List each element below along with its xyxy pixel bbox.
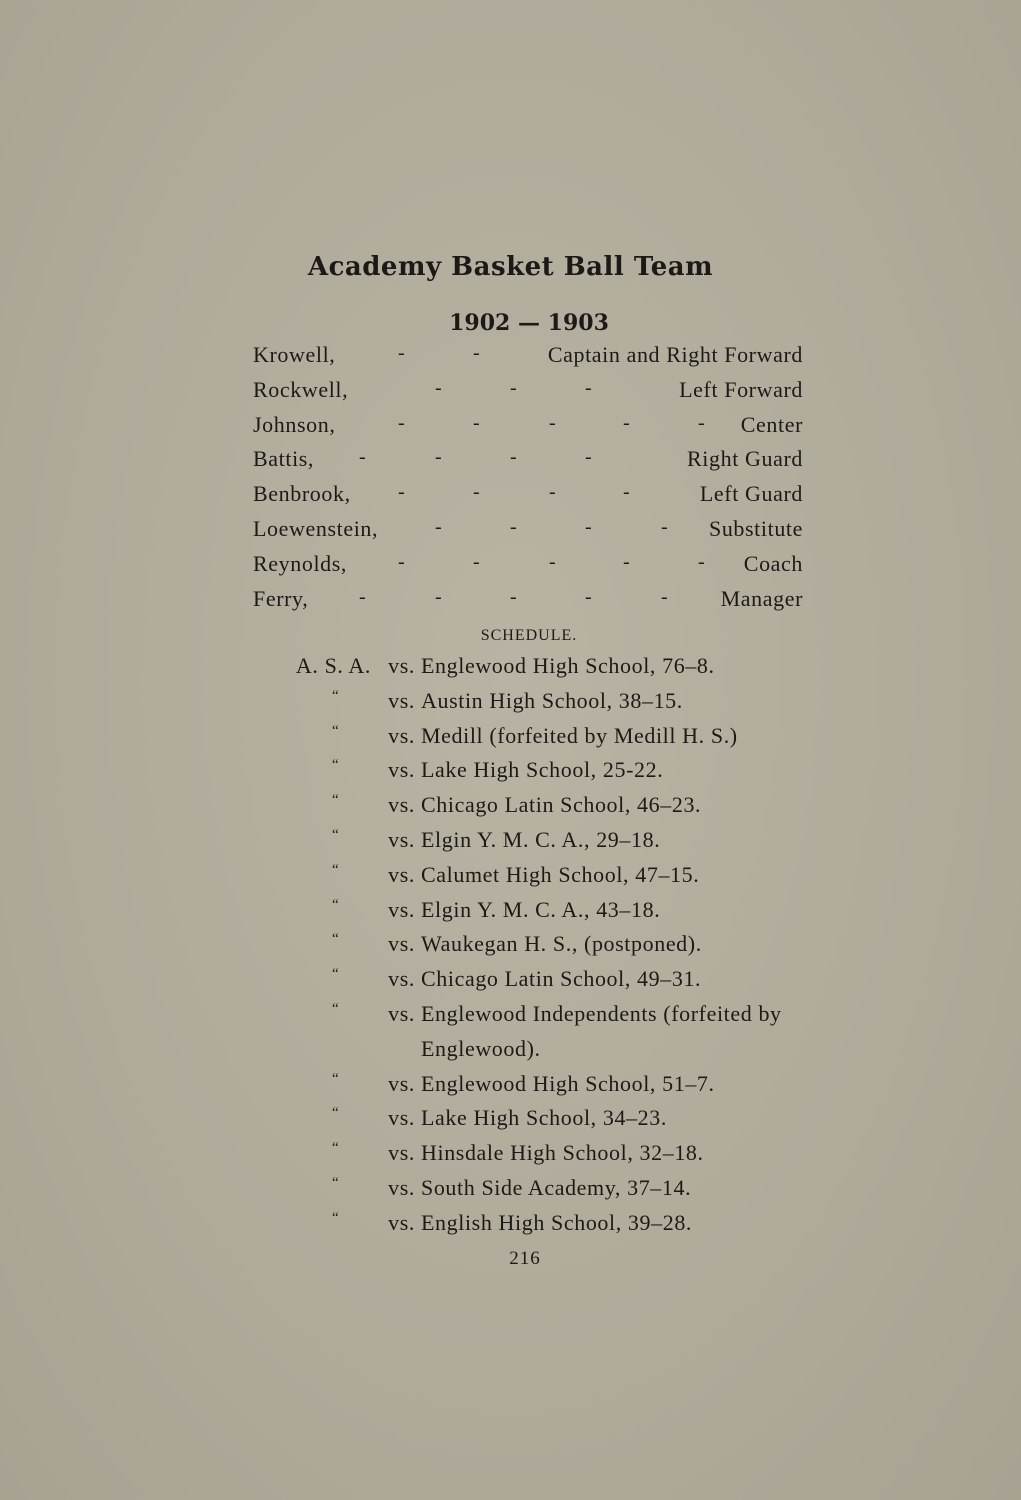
vs-label: vs. <box>388 966 415 992</box>
game-result: Chicago Latin School, 46–23. <box>421 792 702 818</box>
vs-label: vs. <box>388 931 415 957</box>
vs-label: vs. <box>388 757 415 783</box>
leader-dash: - <box>473 342 481 364</box>
game-result: Englewood High School, 51–7. <box>421 1070 715 1096</box>
leader-dash: - <box>585 446 593 469</box>
roster-list <box>253 342 803 620</box>
player-position: Captain and Right Forward <box>547 342 803 367</box>
leader-dash: - <box>398 342 406 364</box>
vs-label: vs. <box>388 653 415 678</box>
ditto-mark: “ <box>332 931 340 948</box>
leader-dash: - <box>510 515 518 538</box>
roster-row <box>253 551 803 586</box>
roster-row <box>253 412 803 447</box>
game-result: Calumet High School, 47–15. <box>421 861 700 887</box>
game-row <box>0 1210 1021 1245</box>
leader-dash: - <box>435 376 443 399</box>
game-row <box>0 827 1021 862</box>
ditto-mark: “ <box>332 792 340 809</box>
player-name: Loewenstein, <box>253 515 379 541</box>
team-abbr: A. S. A. <box>295 653 371 678</box>
leader-dash: - <box>661 585 669 608</box>
roster-row <box>253 481 803 516</box>
game-row-continuation <box>0 1036 1021 1071</box>
game-result: Waukegan H. S., (postponed). <box>421 931 702 957</box>
player-name: Reynolds, <box>253 550 348 576</box>
player-name: Ferry, <box>253 585 309 611</box>
leader-dash: - <box>623 481 631 504</box>
game-row <box>0 723 1021 758</box>
roster-row <box>253 586 803 621</box>
game-result: Elgin Y. M. C. A., 29–18. <box>421 826 661 852</box>
roster-row <box>253 342 803 377</box>
vs-label: vs. <box>388 792 415 818</box>
vs-label: vs. <box>388 1140 415 1166</box>
page-number: 216 <box>509 1248 541 1269</box>
vs-label: vs. <box>388 826 415 852</box>
game-row <box>0 931 1021 966</box>
ditto-mark: “ <box>332 1140 340 1157</box>
player-name: Battis, <box>253 446 315 472</box>
page-title: Academy Basket Ball Team <box>307 252 714 282</box>
leader-dash: - <box>661 515 669 538</box>
leader-dash: - <box>398 411 406 434</box>
game-row <box>0 757 1021 792</box>
leader-dash: - <box>435 515 443 538</box>
leader-dash: - <box>585 585 593 608</box>
player-name: Rockwell, <box>253 376 349 402</box>
schedule-list <box>0 653 1021 1245</box>
game-result: Chicago Latin School, 49–31. <box>421 966 702 992</box>
vs-label: vs. <box>388 1105 415 1131</box>
vs-label: vs. <box>388 861 415 887</box>
ditto-mark: “ <box>332 1209 340 1226</box>
leader-dash: - <box>473 481 481 504</box>
game-result: South Side Academy, 37–14. <box>421 1174 692 1200</box>
game-row <box>0 966 1021 1001</box>
game-row <box>0 792 1021 827</box>
game-result-continuation: Englewood). <box>421 1035 541 1061</box>
leader-dash: - <box>473 550 481 573</box>
ditto-mark: “ <box>332 757 340 774</box>
vs-label: vs. <box>388 1174 415 1200</box>
game-row <box>0 1140 1021 1175</box>
game-result: Lake High School, 25-22. <box>421 757 664 783</box>
leader-dash: - <box>435 585 443 608</box>
game-row <box>0 1105 1021 1140</box>
ditto-mark: “ <box>332 896 340 913</box>
game-row <box>0 688 1021 723</box>
vs-label: vs. <box>388 896 415 922</box>
leader-dash: - <box>435 446 443 469</box>
ditto-mark: “ <box>332 826 340 843</box>
player-name: Johnson, <box>253 411 336 437</box>
game-result: Lake High School, 34–23. <box>421 1105 667 1131</box>
leader-dash: - <box>398 481 406 504</box>
leader-dash: - <box>623 550 631 573</box>
vs-label: vs. <box>388 1000 415 1026</box>
game-result: Medill (forfeited by Medill H. S.) <box>421 722 738 748</box>
leader-dash: - <box>549 550 557 573</box>
leader-dash: - <box>510 376 518 399</box>
player-position: Center <box>740 411 803 437</box>
game-row <box>0 1001 1021 1036</box>
leader-dash: - <box>473 411 481 434</box>
vs-label: vs. <box>388 722 415 748</box>
leader-dash: - <box>398 550 406 573</box>
game-result: Elgin Y. M. C. A., 43–18. <box>421 896 661 922</box>
vs-label: vs. <box>388 1209 415 1235</box>
leader-dash: - <box>698 550 706 573</box>
game-result: Englewood High School, 76–8. <box>421 653 715 678</box>
leader-dash: - <box>359 446 367 469</box>
roster-row <box>253 377 803 412</box>
leader-dash: - <box>585 515 593 538</box>
game-row <box>0 1071 1021 1106</box>
player-position: Right Guard <box>687 446 803 472</box>
ditto-mark: “ <box>332 722 340 739</box>
roster-row <box>253 516 803 551</box>
game-row <box>0 897 1021 932</box>
player-name: Krowell, <box>253 342 336 367</box>
ditto-mark: “ <box>332 687 340 704</box>
schedule-heading: SCHEDULE. <box>480 627 578 644</box>
game-row <box>0 1175 1021 1210</box>
game-result: Hinsdale High School, 32–18. <box>421 1140 704 1166</box>
player-position: Manager <box>720 585 803 611</box>
ditto-mark: “ <box>332 1105 340 1122</box>
vs-label: vs. <box>388 687 415 713</box>
leader-dash: - <box>359 585 367 608</box>
vs-label: vs. <box>388 1070 415 1096</box>
leader-dash: - <box>623 411 631 434</box>
ditto-mark: “ <box>332 966 340 983</box>
player-position: Substitute <box>708 515 803 541</box>
ditto-mark: “ <box>332 1174 340 1191</box>
player-position: Left Forward <box>679 376 803 402</box>
ditto-mark: “ <box>332 1000 340 1017</box>
leader-dash: - <box>549 481 557 504</box>
game-row <box>0 862 1021 897</box>
leader-dash: - <box>698 411 706 434</box>
leader-dash: - <box>549 411 557 434</box>
game-row <box>0 653 1021 688</box>
player-position: Left Guard <box>699 481 803 507</box>
player-name: Benbrook, <box>253 481 351 507</box>
game-result: Englewood Independents (forfeited by <box>421 1000 782 1026</box>
leader-dash: - <box>510 446 518 469</box>
player-position: Coach <box>743 550 803 576</box>
ditto-mark: “ <box>332 861 340 878</box>
game-result: Austin High School, 38–15. <box>421 687 683 713</box>
leader-dash: - <box>510 585 518 608</box>
season-years: 1902 — 1903 <box>449 310 609 336</box>
ditto-mark: “ <box>332 1070 340 1087</box>
game-result: English High School, 39–28. <box>421 1209 693 1235</box>
roster-row <box>253 446 803 481</box>
leader-dash: - <box>585 376 593 399</box>
